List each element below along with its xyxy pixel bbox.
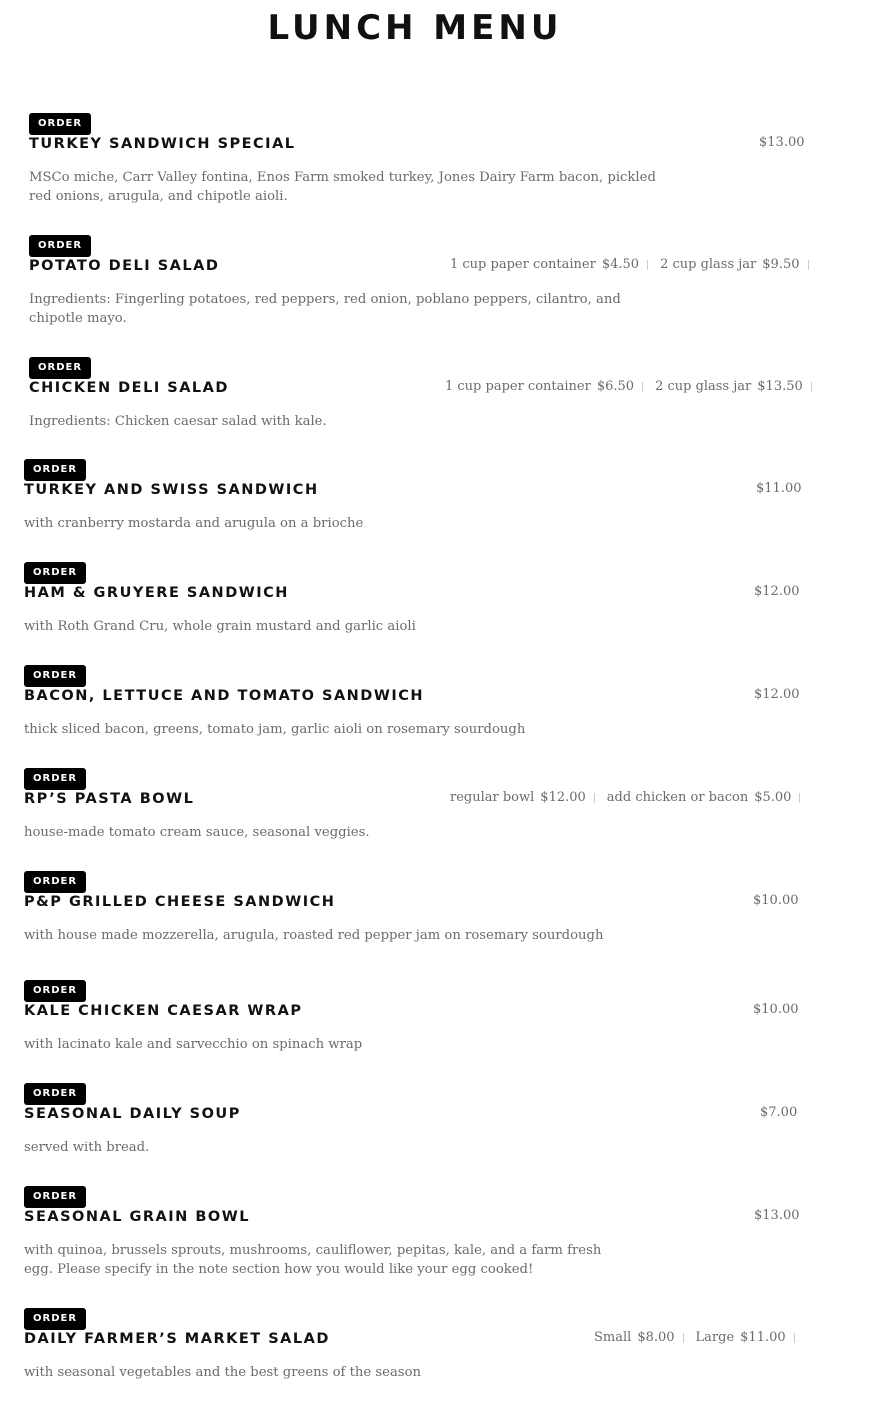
option-label: regular bowl xyxy=(450,790,535,805)
item-name: SEASONAL DAILY SOUP xyxy=(24,1106,241,1122)
order-button[interactable]: ORDER xyxy=(24,1186,86,1208)
item-name: TURKEY SANDWICH SPECIAL xyxy=(29,136,296,152)
order-button[interactable]: ORDER xyxy=(24,562,86,584)
option-price: $9.50 xyxy=(762,257,800,272)
item-price-group xyxy=(450,257,821,272)
order-button[interactable]: ORDER xyxy=(24,768,86,790)
item-description: with cranberry mostarda and arugula on a brioche xyxy=(24,516,364,531)
item-price-group xyxy=(754,1208,800,1223)
option-label: 2 cup glass jar xyxy=(660,257,757,272)
item-price-group xyxy=(756,481,802,496)
order-button[interactable]: ORDER xyxy=(29,113,91,135)
item-name: BACON, LETTUCE AND TOMATO SANDWICH xyxy=(24,688,425,704)
item-description: with quinoa, brussels sprouts, mushrooms, cauliflower, pepitas, kale, and a farm fresh egg. Please specify in the note section how you would like your egg cooked! xyxy=(24,1243,602,1277)
item-price-group xyxy=(759,135,805,150)
order-button[interactable]: ORDER xyxy=(29,357,91,379)
item-name: DAILY FARMER’S MARKET SALAD xyxy=(24,1331,330,1347)
item-price-group xyxy=(753,893,799,908)
option-label: 1 cup paper container xyxy=(445,379,591,394)
option-price: $4.50 xyxy=(601,257,640,272)
price-divider xyxy=(683,1333,684,1343)
option-label: 1 cup paper container xyxy=(450,257,596,272)
option-price: $11.00 xyxy=(740,1330,786,1345)
item-description: MSCo miche, Carr Valley fontina, Enos Farm smoked turkey, Jones Dairy Farm bacon, pickled red onions, arugula, and chipotle aioli. xyxy=(29,170,656,204)
item-price: $12.00 xyxy=(754,687,800,702)
item-name: SEASONAL GRAIN BOWL xyxy=(24,1209,250,1225)
option-label: Large xyxy=(695,1330,735,1345)
item-price-group xyxy=(754,584,800,599)
item-price-group xyxy=(754,687,800,702)
order-button[interactable]: ORDER xyxy=(24,1308,86,1330)
item-name: POTATO DELI SALAD xyxy=(29,258,220,274)
option-price: $6.50 xyxy=(596,379,635,394)
item-description: thick sliced bacon, greens, tomato jam, garlic aioli on rosemary sourdough xyxy=(24,722,526,737)
option-price: $8.00 xyxy=(637,1330,675,1345)
item-description: Ingredients: Fingerling potatoes, red peppers, red onion, poblano peppers, cilantro, and chipotle mayo. xyxy=(29,292,621,326)
item-name: HAM & GRUYERE SANDWICH xyxy=(24,585,289,601)
item-name: CHICKEN DELI SALAD xyxy=(29,380,229,396)
item-description: with seasonal vegetables and the best greens of the season xyxy=(24,1365,422,1380)
item-price: $10.00 xyxy=(753,893,799,908)
item-description: house-made tomato cream sauce, seasonal veggies. xyxy=(24,825,370,840)
order-button[interactable]: ORDER xyxy=(24,459,86,481)
item-price: $10.00 xyxy=(753,1002,799,1017)
price-divider xyxy=(799,793,800,803)
price-divider xyxy=(594,793,595,803)
price-divider xyxy=(808,260,809,270)
item-name: P&P GRILLED CHEESE SANDWICH xyxy=(24,894,336,910)
item-name: KALE CHICKEN CAESAR WRAP xyxy=(24,1003,303,1019)
order-button[interactable]: ORDER xyxy=(24,1083,86,1105)
option-price: $13.50 xyxy=(757,379,803,394)
price-divider xyxy=(811,382,812,392)
item-price: $12.00 xyxy=(754,584,800,599)
order-button[interactable]: ORDER xyxy=(24,665,86,687)
item-description: with lacinato kale and sarvecchio on spinach wrap xyxy=(24,1037,363,1052)
page-title: LUNCH MENU xyxy=(267,8,563,48)
order-button[interactable]: ORDER xyxy=(24,980,86,1002)
item-price-group xyxy=(450,790,812,805)
item-name: TURKEY AND SWISS SANDWICH xyxy=(24,482,319,498)
item-price: $13.00 xyxy=(754,1208,800,1223)
item-description: served with bread. xyxy=(24,1140,150,1155)
price-divider xyxy=(794,1333,795,1343)
option-price: $12.00 xyxy=(540,790,586,805)
option-price: $5.00 xyxy=(754,790,792,805)
price-divider xyxy=(642,382,643,392)
item-price-group xyxy=(753,1002,799,1017)
option-label: 2 cup glass jar xyxy=(655,379,752,394)
order-button[interactable]: ORDER xyxy=(29,235,91,257)
item-description: with Roth Grand Cru, whole grain mustard and garlic aioli xyxy=(24,619,416,634)
option-label: add chicken or bacon xyxy=(606,790,749,805)
item-price: $7.00 xyxy=(760,1105,798,1120)
item-price-group xyxy=(760,1105,797,1120)
option-label: Small xyxy=(594,1330,632,1345)
item-price: $13.00 xyxy=(759,135,805,150)
price-divider xyxy=(647,260,648,270)
item-description: with house made mozzerella, arugula, roasted red pepper jam on rosemary sourdough xyxy=(24,928,604,943)
item-name: RP’S PASTA BOWL xyxy=(24,791,195,807)
item-price: $11.00 xyxy=(756,481,802,496)
item-price-group xyxy=(445,379,824,394)
item-description: Ingredients: Chicken caesar salad with kale. xyxy=(29,414,327,429)
item-price-group xyxy=(594,1330,807,1345)
order-button[interactable]: ORDER xyxy=(24,871,86,893)
